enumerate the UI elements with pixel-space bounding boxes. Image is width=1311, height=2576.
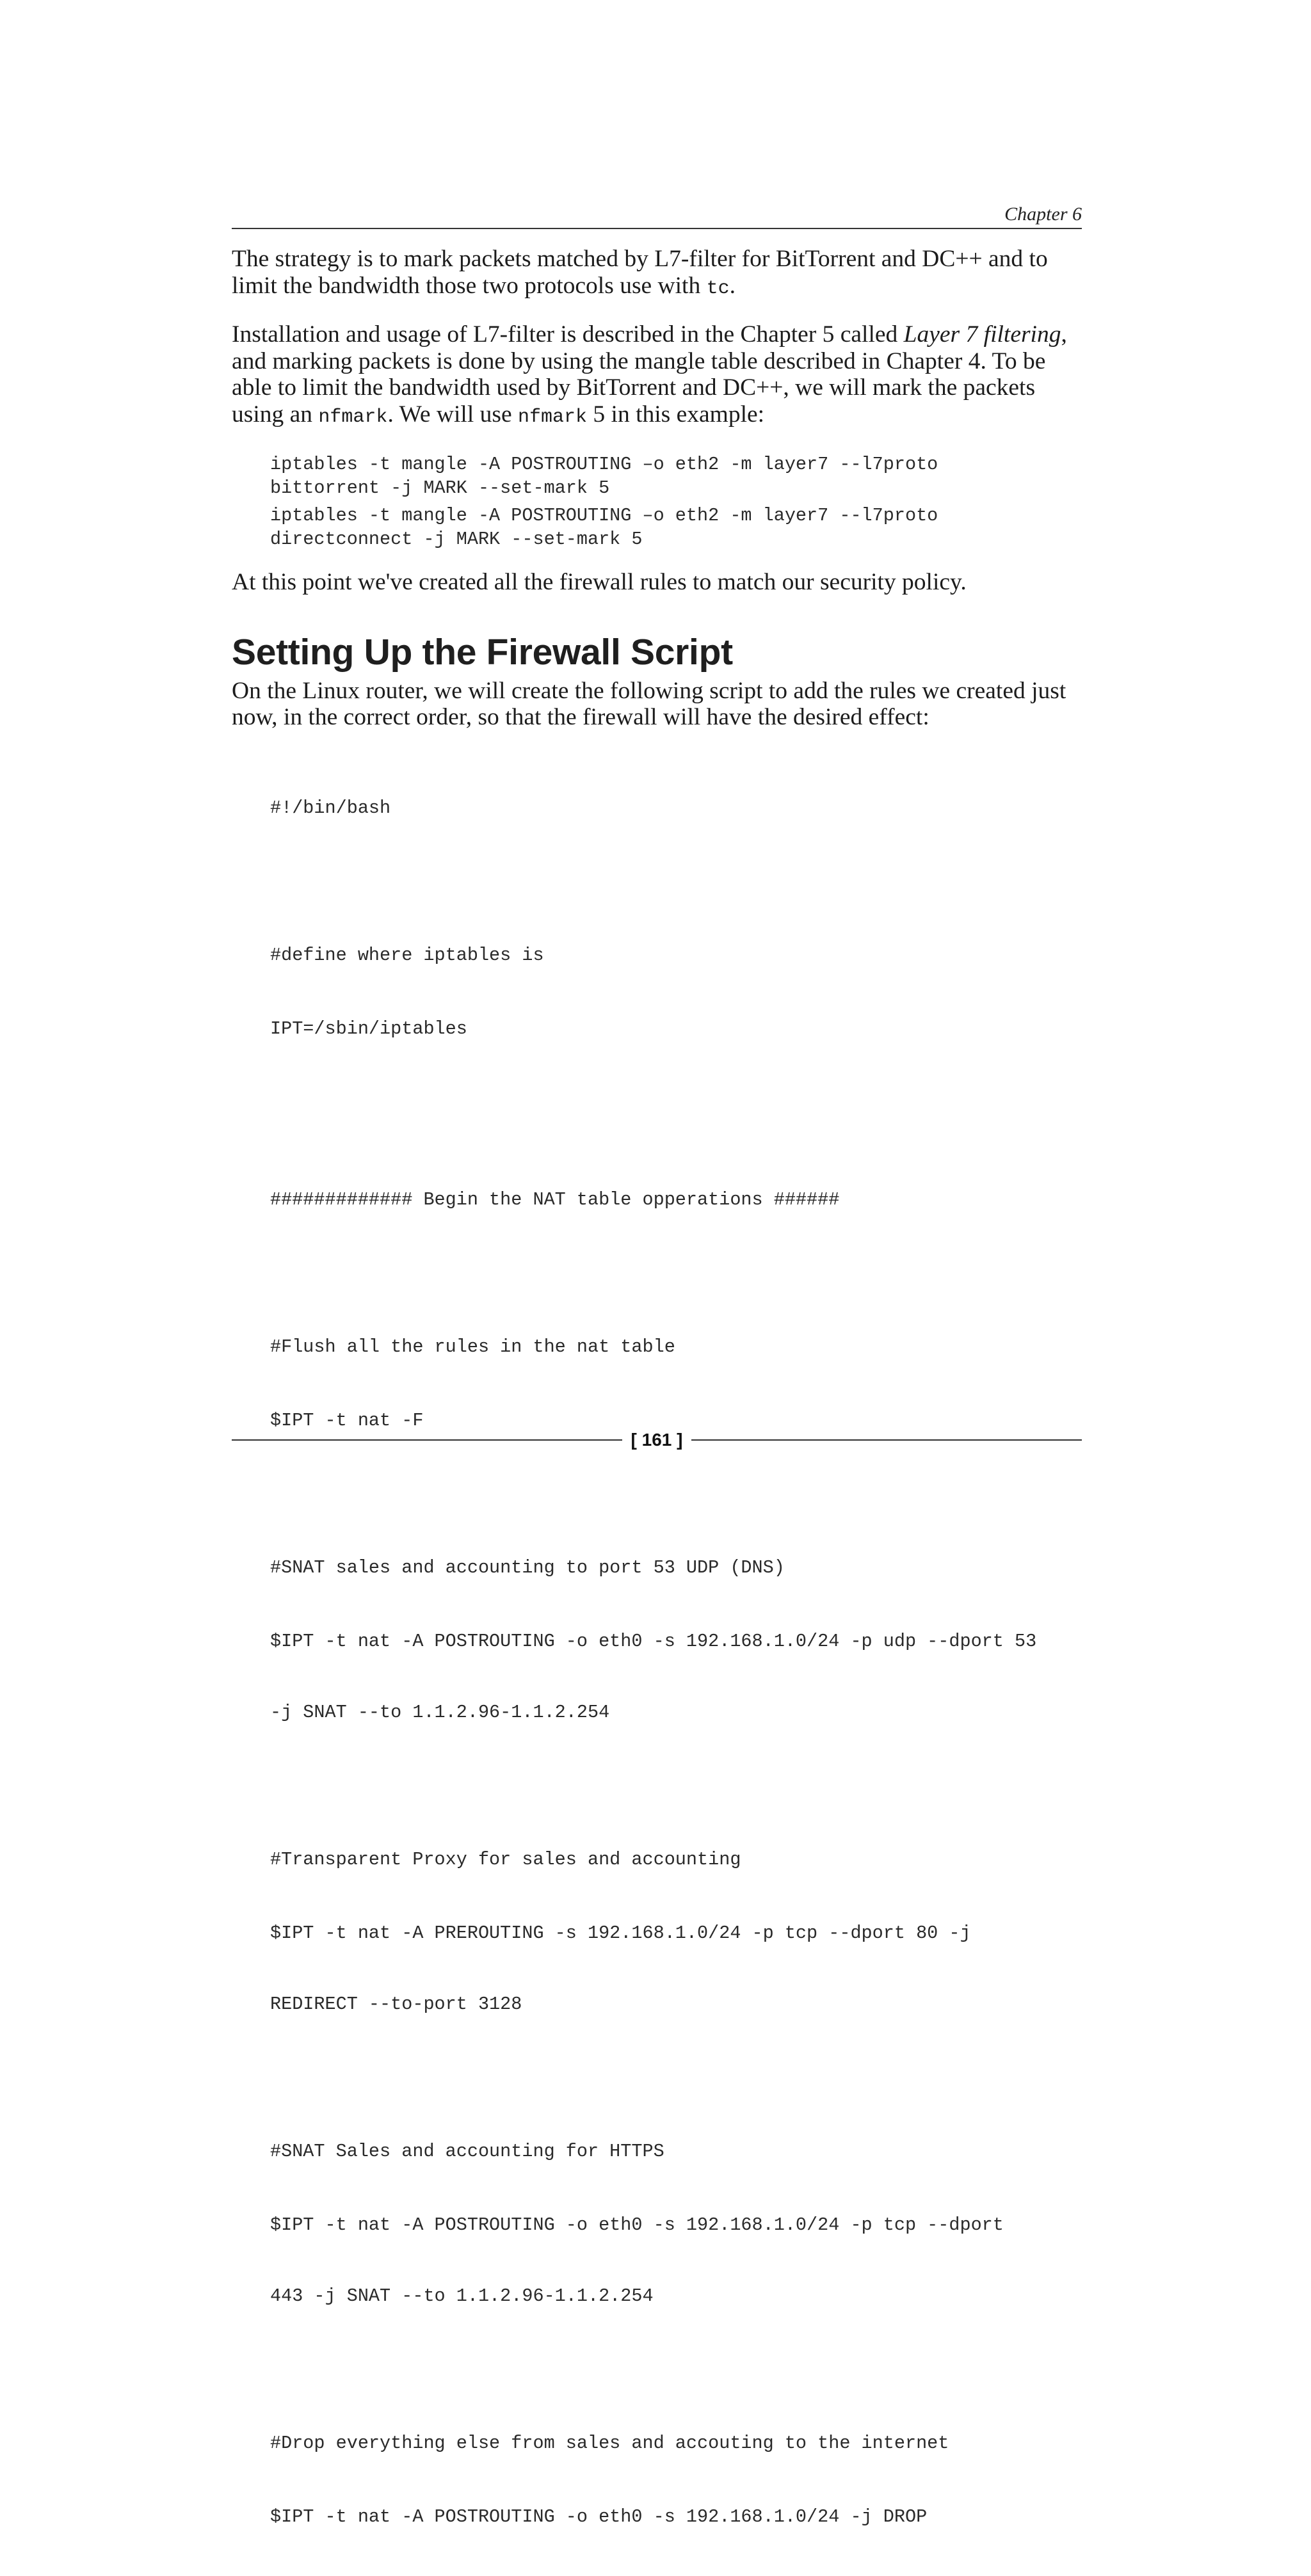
- inline-code-nfmark: nfmark: [318, 406, 388, 428]
- paragraph-installation: [232, 321, 1082, 431]
- script-comment: #SNAT sales and accounting to port 53 UDP (DNS): [270, 1556, 785, 1578]
- blank-line: [270, 1480, 1082, 1508]
- iptables-commands-block: [270, 452, 1082, 551]
- paragraph-script-intro: On the Linux router, we will create the following script to add the rules we created just now, in the correct order, so that the firewall will have the desired effect:: [232, 677, 1066, 730]
- script-line: $IPT -t nat -A PREROUTING -s 192.168.1.0/24 -p tcp --dport 80 -j: [270, 1922, 971, 1944]
- blank-line: [270, 2063, 1082, 2092]
- command-directconnect: iptables -t mangle -A POSTROUTING –o eth2 -m layer7 --l7proto directconnect -j MARK --set-mark 5: [270, 505, 938, 550]
- running-header: [232, 202, 1082, 229]
- blank-line: [270, 1088, 1082, 1140]
- blank-line: [270, 1259, 1082, 1288]
- blank-line: [270, 1772, 1082, 1800]
- italic-chapter-title: Layer 7 filtering: [903, 321, 1061, 348]
- paragraph-text: . We will use: [387, 401, 519, 428]
- blank-line: [270, 2355, 1082, 2384]
- page-content: [232, 246, 1082, 2576]
- paragraph-text: .: [729, 272, 736, 299]
- inline-code-nfmark: nfmark: [518, 406, 588, 428]
- script-line: $IPT -t nat -F: [270, 1409, 424, 1431]
- blank-line: [270, 867, 1082, 896]
- script-comment: #Drop everything else from sales and accouting to the internet: [270, 2432, 949, 2454]
- script-line: -j SNAT --to 1.1.2.96-1.1.2.254: [270, 1701, 610, 1723]
- paragraph-text: The strategy is to mark packets matched by L7-filter for BitTorrent and DC++ and to limit the bandwidth those two protocols use with: [232, 246, 1048, 299]
- paragraph-text: , and marking packets is done by using the mangle table described in Chapter 4. To be able to limit the bandwidth used by BitTorrent and DC++, we will mark the packets using an: [232, 321, 1067, 428]
- script-shebang: #!/bin/bash: [270, 797, 391, 819]
- command-bittorrent: iptables -t mangle -A POSTROUTING –o eth2 -m layer7 --l7proto bittorrent -j MARK --set-mark 5: [270, 454, 938, 499]
- chapter-label: Chapter 6: [1004, 204, 1082, 225]
- page-footer: [232, 1428, 1082, 1452]
- script-comment: #SNAT Sales and accounting for HTTPS: [270, 2140, 664, 2162]
- script-comment: #define where iptables is: [270, 944, 544, 966]
- script-line: REDIRECT --to-port 3128: [270, 1993, 522, 2015]
- script-line: 443 -j SNAT --to 1.1.2.96-1.1.2.254: [270, 2285, 654, 2307]
- script-line: IPT=/sbin/iptables: [270, 1018, 467, 1039]
- script-comment: ############# Begin the NAT table opperations ######: [270, 1188, 840, 1210]
- page-number: [ 161 ]: [631, 1430, 683, 1450]
- inline-code-tc: tc: [706, 277, 730, 300]
- script-comment: #Transparent Proxy for sales and accounting: [270, 1848, 741, 1870]
- paragraph-policy: At this point we've created all the firewall rules to match our security policy.: [232, 569, 967, 595]
- firewall-script-block: [270, 749, 1082, 2576]
- script-line: $IPT -t nat -A POSTROUTING -o eth0 -s 192.168.1.0/24 -p udp --dport 53: [270, 1630, 1037, 1652]
- paragraph-text: 5 in this example:: [587, 401, 765, 428]
- paragraph-strategy: [232, 246, 1082, 302]
- paragraph-text: Installation and usage of L7-filter is described in the Chapter 5 called: [232, 321, 904, 348]
- footer-rule-right: [691, 1439, 1082, 1441]
- section-heading: Setting Up the Firewall Script: [232, 631, 733, 673]
- script-line: $IPT -t nat -A POSTROUTING -o eth0 -s 192.168.1.0/24 -p tcp --dport: [270, 2214, 1004, 2236]
- script-comment: #Flush all the rules in the nat table: [270, 1336, 675, 1357]
- script-line: $IPT -t nat -A POSTROUTING -o eth0 -s 192.168.1.0/24 -j DROP: [270, 2506, 928, 2527]
